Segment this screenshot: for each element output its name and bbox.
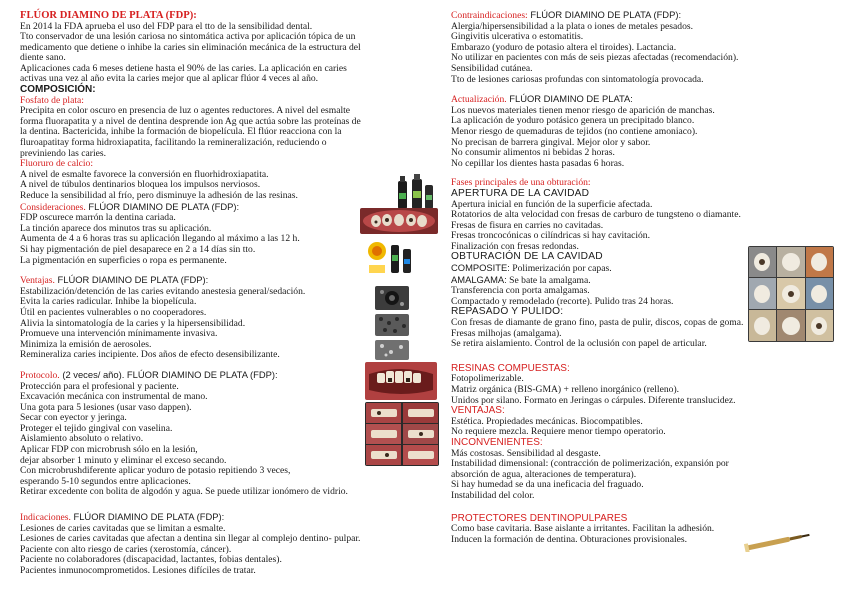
text-line: Inducen la formación de dentina. Obturaciones provisionales. xyxy=(451,533,688,545)
text-line: fluroapatitay forma hidroxiapatita, facilitando la remineralización, reduciendo o xyxy=(20,137,327,149)
text-line: Minimiza la emisión de aerosoles. xyxy=(20,338,152,350)
text-line: Rotatorios de alta velocidad con fresas de carburo de tungsteno o diamante. xyxy=(451,209,741,221)
text-line: Evita la caries radicular. Inhibe la biopelícula. xyxy=(20,296,197,308)
text-line: Aumenta de 4 a 6 horas tras su aplicación llegando al máximo a las 12 h. xyxy=(20,233,300,245)
text-line: Transferencia con porta amalgamas. xyxy=(451,285,590,297)
text-line: Promueve una intervención mínimamente invasiva. xyxy=(20,328,218,340)
ventajas-section xyxy=(20,275,422,361)
ventajas-lines xyxy=(20,287,422,361)
text-line: Gingivitis ulcerativa o estomatitis. xyxy=(451,31,584,43)
text-line: Precipita en color oscuro en presencia de luz o agentes reductores. A nivel del esmalte xyxy=(20,105,351,117)
contraindicaciones-title-rest: FLÚOR DIAMINO DE PLATA (FDP): xyxy=(527,9,682,20)
text-line: Fresas de fisura en carries no cavitadas. xyxy=(451,219,604,231)
left-column xyxy=(20,10,422,577)
actualizacion-title-red: Actualización. xyxy=(451,94,507,106)
text-line: Menor riesgo de quemaduras de tejidos (no contiene amoniaco). xyxy=(451,125,698,137)
text-line: Como base cavitaria. Base aislante a irritantes. Facilitan la adhesión. xyxy=(451,523,715,535)
text-line: Unidos por silano. Formato en Jeringas o cárpules. Diferente translucidez. xyxy=(451,394,736,406)
fluoruro-title: Fluoruro de calcio: xyxy=(20,158,93,170)
apertura-lines xyxy=(451,200,831,253)
text-line: Reduce la sensibilidad al frío, pero disminuye la adhesión de las resinas. xyxy=(20,190,298,201)
text-line: Instabilidad dimensional: (contracción de polimerización, expansión por xyxy=(451,458,729,470)
repasado-title: REPASADO Y PULIDO: xyxy=(451,306,564,318)
text-line: Aislamiento absoluto o relativo. xyxy=(20,433,144,445)
text-line: Útil en pacientes vulnerables o no cooperadores. xyxy=(20,306,207,318)
text-line: No precisan de barrera gingival. Mejor olor y sabor. xyxy=(451,136,651,148)
protectores-title: PROTECTORES DENTINOPULPARES xyxy=(451,512,628,524)
text-line: Apertura inicial en función de la superficie afectada. xyxy=(451,198,653,210)
text-line: Estabilización/detención de las caries evitando anestesia general/sedación. xyxy=(20,285,306,297)
text-line: Los nuevos materiales tienen menor riesgo de aparición de manchas. xyxy=(451,104,715,116)
text-line: Fresas troncocónicas o cilíndricas si hay cavitación. xyxy=(451,230,651,242)
text-line: absorción de agua, alteraciones de temperatura). xyxy=(451,468,637,480)
text-line: Protección para el profesional y paciente. xyxy=(20,380,179,392)
text-line: Si hay humedad se da una ineficacia del fraguado. xyxy=(451,479,644,491)
text-line: La pigmentación en superficies o ropa es permanente. xyxy=(20,254,227,266)
text-line: Finalización con fresas redondas. xyxy=(451,240,579,252)
resinas-title: RESINAS COMPUESTAS: xyxy=(451,362,570,374)
text-line: Lesiones de caries cavitadas que afectan a dentina sin llegar al complejo dentino- pulpar. xyxy=(20,533,361,545)
text-line: la dentina. Bactericida, inhibe la formación de biopelícula. El flúor reacciona con la xyxy=(20,126,342,138)
text-line: Aplicar FDP con microbrush sólo en la lesión, xyxy=(20,444,198,456)
text-line: A nivel de túbulos dentinarios bloquea los impulsos nerviosos. xyxy=(20,179,261,191)
composite-text: Polimerización por capas. xyxy=(509,263,612,275)
text-line: diente sano. xyxy=(20,52,66,64)
text-line: FDP oscurece marrón la dentina cariada. xyxy=(20,212,176,224)
protocolo-section xyxy=(20,370,422,498)
text-line: La aplicación de yoduro potásico genera un precipitado blanco. xyxy=(451,115,695,127)
text-line: Fotopolimerizable. xyxy=(451,373,524,385)
indicaciones-section xyxy=(20,512,422,577)
actualizacion-section xyxy=(451,94,831,169)
composicion-section xyxy=(20,85,422,202)
indicaciones-title-rest: FLÚOR DIAMINO DE PLATA (FDP): xyxy=(70,511,225,523)
text-line: Lesiones de caries cavitadas que se limitan a esmalte. xyxy=(20,522,226,534)
contraindicaciones-lines xyxy=(451,22,831,86)
actualizacion-lines xyxy=(451,106,831,170)
text-line: Fresas milhojas (amalgama). xyxy=(451,327,562,339)
riva-products-image xyxy=(365,239,417,277)
text-line: Compactado y remodelado (recorte). Pulido tras 24 horas. xyxy=(451,295,674,307)
text-line: Excavación mecánica con instrumental de mano. xyxy=(20,391,208,403)
text-line: Alivia la sintomatología de la caries y la hipersensibilidad. xyxy=(20,317,246,329)
text-line: Pacientes inmunocomprometidos. Lesiones difíciles de tratar. xyxy=(20,565,256,576)
stained-teeth-image xyxy=(360,208,438,234)
indicaciones-lines xyxy=(20,524,422,577)
text-line: dejar absorber 1 minuto y eliminar el exceso secando. xyxy=(20,454,227,466)
teeth-grid-image xyxy=(365,402,439,466)
amalgama-text: Se bate la amalgama. xyxy=(506,274,591,286)
microscopy-image-3 xyxy=(375,340,409,360)
resinas-inconvenientes-lines xyxy=(451,449,831,502)
microscopy-image-1 xyxy=(375,286,409,310)
text-line: Tto conservador de una lesión cariosa no sintomática activa por aplicación tópica de un xyxy=(20,31,356,43)
apertura-title: APERTURA DE LA CAVIDAD xyxy=(451,187,590,199)
fosfato-lines xyxy=(20,106,422,159)
resinas-ventajas-title: VENTAJAS: xyxy=(451,405,505,417)
text-line: esperando 5-10 segundos entre aplicaciones. xyxy=(20,475,191,487)
resinas-lines xyxy=(451,374,831,406)
text-line: Secar con eyector y jeringa. xyxy=(20,412,127,424)
syringe-image xyxy=(742,530,814,552)
text-line: Remineraliza caries incipiente. Dos años de efecto desensibilizante. xyxy=(20,349,280,361)
text-line: No cepillar los dientes hasta pasadas 6 horas. xyxy=(451,157,625,169)
composicion-title: COMPOSICIÓN: xyxy=(20,84,96,96)
text-line: Si hay pigmentación de piel desaparece en 2 a 14 días sin tto. xyxy=(20,243,256,255)
text-line: Alergia/hipersensibilidad a la plata o iones de metales pesados. xyxy=(451,20,693,32)
fluoruro-lines xyxy=(20,170,422,202)
protocolo-title-red: Protocolo. xyxy=(20,369,60,381)
contraindicaciones-section xyxy=(451,10,831,85)
text-line: activas una vez al año evita la caries mejor que al aplicar flúor 4 veces al año. xyxy=(20,73,319,85)
text-line: No utilizar en pacientes con más de seis piezas afectadas (recomendación). xyxy=(451,52,739,64)
actualizacion-title-rest: FLÚOR DIAMINO DE PLATA: xyxy=(506,93,633,105)
microscopy-image-2 xyxy=(375,314,409,336)
text-line: Paciente no colaboradores (discapacidad, lactantes, fobias dentales). xyxy=(20,554,282,566)
text-line: En 2014 la FDA aprueba el uso del FDP para el tto de la sensibilidad dental. xyxy=(20,20,313,32)
text-line: Paciente con alto riesgo de caries (xerostomía, cáncer). xyxy=(20,543,232,555)
text-line: Con fresas de diamante de grano fino, pasta de pulir, discos, copas de goma. xyxy=(451,317,744,329)
text-line: Aplicaciones cada 6 meses detiene hasta el 90% de las caries. La aplicación en caries xyxy=(20,62,347,74)
fdp-section xyxy=(20,10,422,85)
text-line: Estética. Propiedades mecánicas. Biocompatibles. xyxy=(451,415,643,427)
text-line: Embarazo (yoduro de potasio altera el tiroides). Lactancia. xyxy=(451,41,677,53)
protocolo-lines xyxy=(20,382,422,499)
text-line: Instabilidad del color. xyxy=(451,489,535,501)
consideraciones-title-red: Consideraciones. xyxy=(20,201,86,213)
text-line: Una gota para 5 lesiones (usar vaso dappen). xyxy=(20,401,192,413)
text-line: Se retira aislamiento. Control de la oclusión con papel de articular. xyxy=(451,338,707,350)
text-line: Más costosas. Sensibilidad al desgaste. xyxy=(451,447,601,459)
text-line: forma fluorapatita y a nivel de dentina desprende ion Ag que actúa sobre las proteínas de xyxy=(20,115,361,127)
smile-image xyxy=(365,362,437,400)
resinas-ventajas-lines xyxy=(451,417,831,438)
text-line: Sensibilidad cutánea. xyxy=(451,62,533,74)
fdp-bottles-image xyxy=(392,173,438,213)
ventajas-title-rest: FLÚOR DIAMINO DE PLATA (FDP): xyxy=(54,274,209,286)
dental-treatment-grid-image xyxy=(748,246,834,342)
amalgama-label: AMALGAMA: xyxy=(451,273,507,285)
contraindicaciones-title-red: Contraindicaciones: xyxy=(451,10,528,21)
text-line: previniendo las caries. xyxy=(20,147,107,159)
text-line: La tinción aparece dos minutos tras su aplicación. xyxy=(20,222,212,234)
fdp-lines xyxy=(20,22,422,86)
ventajas-title-red: Ventajas. xyxy=(20,275,55,287)
fases-title: Fases principales de una obturación: xyxy=(451,177,591,189)
fosfato-title: Fosfato de plata: xyxy=(20,94,84,106)
text-line: No requiere mezcla. Requiere menor tiempo operatorio. xyxy=(451,426,666,438)
text-line: Tto de lesiones cariosas profundas con sintomatología provocada. xyxy=(451,73,704,85)
fdp-title: FLÚOR DIAMINO DE PLATA (FDP): xyxy=(20,10,197,21)
text-line: Retirar excedente con bolita de algodón y agua. Se puede utilizar ionómero de vidrio. xyxy=(20,486,348,498)
text-line: medicamento que detiene o inhibe la caries sin eliminación mecánica de la estructura del xyxy=(20,41,361,53)
text-line: Matriz orgánica (BIS-GMA) + relleno inorgánico (relleno). xyxy=(451,384,680,395)
obturacion-title: OBTURACIÓN DE LA CAVIDAD xyxy=(451,251,603,263)
composite-label: COMPOSITE: xyxy=(451,262,510,274)
consideraciones-title-rest: FLÚOR DIAMINO DE PLATA (FDP): xyxy=(85,200,240,212)
text-line: A nivel de esmalte favorece la conversión en fluorhidroxiapatita. xyxy=(20,168,269,180)
resinas-section xyxy=(451,364,831,502)
protocolo-title-rest: (2 veces/ año). FLÚOR DIAMINO DE PLATA (FDP): xyxy=(59,368,278,380)
text-line: Proteger el tejido gingival con vaselina. xyxy=(20,422,173,434)
indicaciones-title-red: Indicaciones. xyxy=(20,512,71,524)
text-line: Con microbrushdiferente aplicar yoduro de potasio repitiendo 3 veces, xyxy=(20,465,291,477)
resinas-inconvenientes-title: INCONVENIENTES: xyxy=(451,436,543,448)
text-line: No consumir alimentos ni bebidas 2 horas. xyxy=(451,147,615,159)
